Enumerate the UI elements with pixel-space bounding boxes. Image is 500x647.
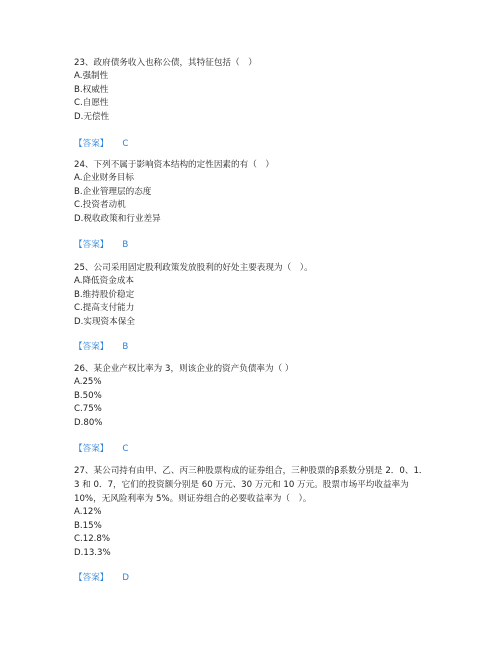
answer-value: C — [122, 444, 129, 454]
answer-label: 【答案】 — [74, 444, 109, 454]
question-stem: 23、政府债务收入也称公债，其特征包括（ ） — [74, 58, 257, 68]
option-a: A.25% — [74, 377, 102, 387]
answer-label: 【答案】 — [74, 342, 109, 352]
option-c: C.投资者动机 — [74, 200, 126, 211]
answer-label: 【答案】 — [74, 573, 109, 583]
option-a: A.12% — [74, 507, 102, 517]
option-a: A.企业财务目标 — [74, 173, 135, 183]
option-a: A.强制性 — [74, 71, 109, 81]
option-d: D.13.3% — [74, 547, 111, 558]
option-c: C.75% — [74, 404, 102, 415]
answer-23 — [74, 137, 128, 149]
question-26 — [74, 362, 434, 430]
option-b: B.维持股价稳定 — [74, 289, 135, 300]
question-24 — [74, 158, 434, 226]
answer-26 — [74, 442, 128, 454]
option-c: C.自愿性 — [74, 98, 109, 109]
answer-label: 【答案】 — [74, 240, 109, 250]
answer-24 — [74, 238, 128, 250]
option-a: A.降低资金成本 — [74, 276, 135, 286]
answer-value: C — [122, 139, 129, 149]
question-stem: 24、下列不属于影响资本结构的定性因素的有（ ） — [74, 160, 274, 170]
option-b: B.15% — [74, 520, 102, 531]
option-d: D.税收政策和行业差异 — [74, 213, 161, 224]
option-c: C.提高支付能力 — [74, 303, 135, 314]
answer-value: B — [122, 240, 129, 250]
question-stem: 27、某公司持有由甲、乙、丙三种股票构成的证券组合，三种股票的β系数分别是 2．0、1．3 和 0．7，它们的投资额分别是 60 万元、30 万元和 10 万元。股票市场平均收益率为 10%，无风险利率为 5%。则证券组合的必要收益率为（ ）。 — [74, 466, 428, 504]
answer-label: 【答案】 — [74, 139, 109, 149]
option-b: B.企业管理层的态度 — [74, 186, 152, 197]
answer-25 — [74, 340, 128, 352]
option-d: D.80% — [74, 417, 103, 428]
answer-value: B — [122, 342, 129, 352]
question-23 — [74, 56, 434, 124]
option-d: D.无偿性 — [74, 111, 110, 122]
option-d: D.实现资本保全 — [74, 316, 135, 327]
question-25 — [74, 261, 434, 329]
question-27 — [74, 464, 429, 560]
option-c: C.12.8% — [74, 534, 111, 545]
question-stem: 25、公司采用固定股利政策发放股利的好处主要表现为（ ）。 — [74, 263, 313, 273]
option-b: B.50% — [74, 390, 102, 401]
answer-27 — [74, 571, 129, 583]
option-b: B.权威性 — [74, 84, 109, 95]
question-stem: 26、某企业产权比率为 3，则该企业的资产负债率为（ ） — [74, 364, 294, 374]
answer-value: D — [122, 573, 130, 583]
